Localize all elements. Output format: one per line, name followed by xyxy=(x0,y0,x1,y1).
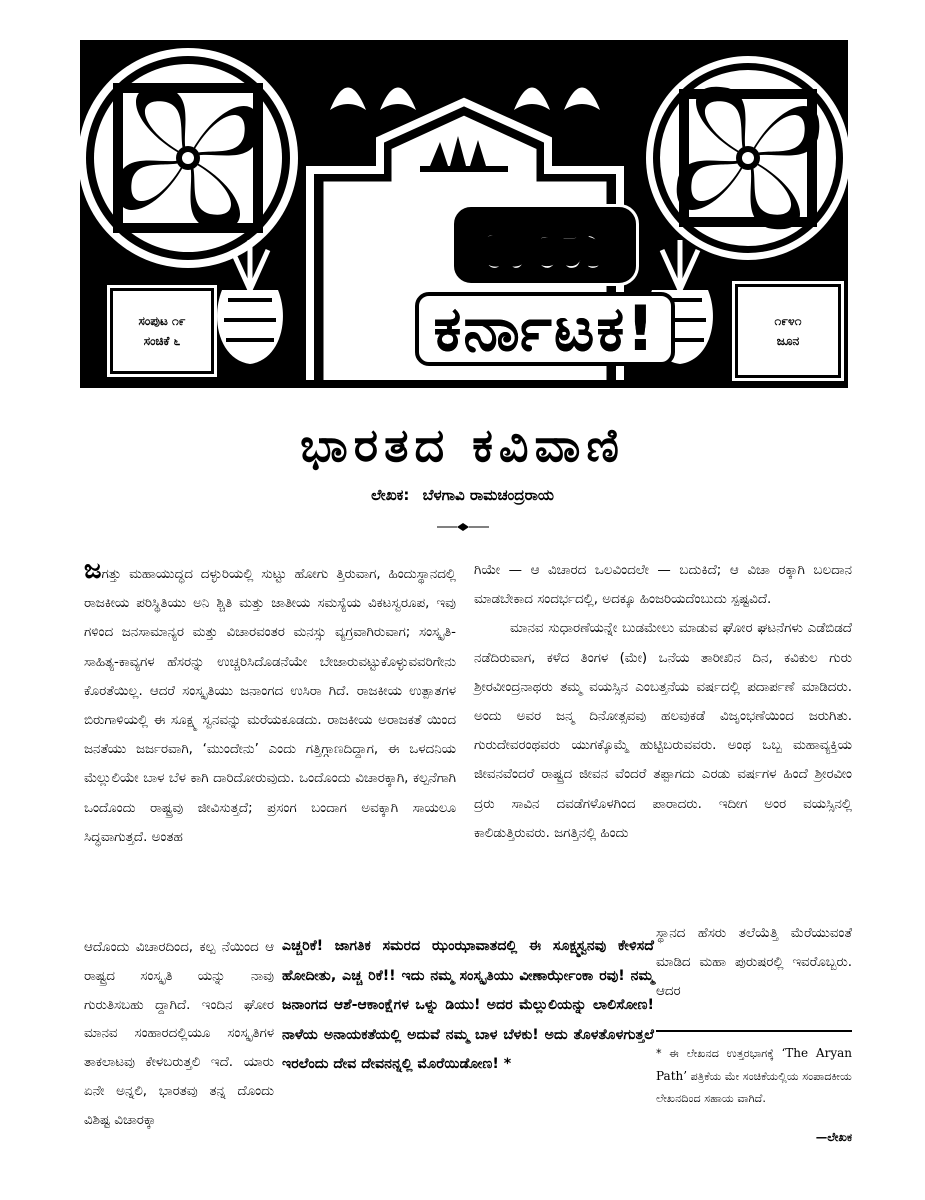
masthead-banner xyxy=(80,40,848,388)
footnote-rest: ಪತ್ರಿಕೆಯ ಮೇ ಸಂಚಿಕೆಯಲ್ಲಿಯ ಸಂಪಾದಕೀಯ ಲೇಖನದಿಂದ ಸಹಾಯ ವಾಗಿದೆ. xyxy=(656,1070,852,1105)
left-narrow-column xyxy=(84,934,274,1136)
footnote-signature: —ಲೇಖಕ xyxy=(815,1130,852,1144)
footnote-journal: ‘The Aryan Path’ xyxy=(656,1046,852,1083)
left-column-text: ಗತ್ತು ಮಹಾಯುದ್ಧದ ದಳ್ಳುರಿಯಲ್ಲಿ ಸುಟ್ಟು ಹೋಗು ತ್ತಿರುವಾಗ, ಹಿಂದುಸ್ಥಾನದಲ್ಲಿ ರಾಜಕೀಯ ಪರಿಸ್ಥಿತಿಯು ಅನಿ ಶ್ಚಿತಿ ಮತ್ತು ಜಾತೀಯ ಸಮಸ್ಯೆಯ ವಿಕಟಸ್ವರೂಪ, ಇವು ಗಳಿಂದ ಜನಸಾಮಾನ್ಯರ ಮತ್ತು ವಿಚಾರವಂತರ ಮನಸ್ಸು ವ್ಯಗ್ರವಾಗಿರುವಾಗ; ಸಂಸ್ಕೃತಿ-ಸಾಹಿತ್ಯ-ಕಾವ್ಯಗಳ ಹೆಸರನ್ನು ಉಚ್ಚರಿಸಿದೊಡನೆಯೇ ಬೇಜಾರುವಟ್ಟುಕೊಳ್ಳುವವರಿಗೇನು ಕೊರತೆಯಿಲ್ಲ. ಆದರೆ ಸಂಸ್ಕೃತಿಯು ಜನಾಂಗದ ಉಸಿರಾ ಗಿದೆ. ರಾಜಕೀಯ ಉತ್ಪಾತಗಳ ಬಿರುಗಾಳಿಯಲ್ಲಿ ಈ ಸೂಕ್ಷ್ಮ ಸ್ವನವನ್ನು ಮರೆಯಕೂಡದು. ರಾಜಕೀಯ ಅರಾಜಕತೆ ಯಿಂದ ಜನತೆಯು ಜರ್ಜರವಾಗಿ, ‘ಮುಂದೇನು’ ಎಂದು ಗತ್ತಿಗ್ಗಾಣದಿದ್ದಾಗ, ಈ ಒಳದನಿಯ ಮೆಲ್ಲುಲಿಯೇ ಬಾಳ ಬೆಳ ಕಾಗಿ ದಾರಿದೋರುವುದು. ಒಂದೊಂದು ವಿಚಾರಕ್ಕಾಗಿ, ಕಲ್ಪನೆಗಾಗಿ ಒಂದೊಂದು ರಾಷ್ಟ್ರವು ಜೀವಿಸುತ್ತದೆ; ಪ್ರಸಂಗ ಬಂದಾಗ ಅವಕ್ಕಾಗಿ ಸಾಯಲೂ ಸಿದ್ಧವಾಗುತ್ತದೆ. ಅಂತಹ xyxy=(84,567,456,845)
drop-cap: ಜ xyxy=(84,555,102,585)
right-column-paragraph-1: ಗಿಯೇ — ಆ ವಿಚಾರದ ಒಲವಿಂದಲೇ — ಬದುಕಿದೆ; ಆ ವಿಚಾ ರಕ್ಕಾಗಿ ಬಲದಾನ ಮಾಡಬೇಕಾದ ಸಂದರ್ಭದಲ್ಲಿ, ಅದಕ್ಕೂ ಹಿಂಜರಿಯದೆಂಬುದು ಸ್ಪಷ್ಟವಿದೆ. xyxy=(474,563,852,608)
byline-prefix: ಲೇಖಕ: xyxy=(371,486,410,504)
author-name: ಬೆಳಗಾವಿ ರಾಮಚಂದ್ರರಾಯ xyxy=(422,486,554,504)
article-title: ಭಾರತದ ಕವಿವಾಣಿ xyxy=(300,418,625,472)
volume-label: ಸಂಪುಟ ೧೯ xyxy=(138,313,186,328)
masthead-title-line2: ಕರ್ನಾಟಕ! xyxy=(415,292,674,366)
left-narrow-text: ಆದೊಂದು ವಿಚಾರದಿಂದ, ಕಲ್ಪ ನೆಯಿಂದ ಆ ರಾಷ್ಟ್ರದ ಸಂಸ್ಕೃತಿ ಯನ್ನು ನಾವು ಗುರುತಿಸಬಹು ದ್ದಾಗಿದೆ. ಇಂದಿನ ಘೋರ ಮಾನವ ಸಂಹಾರದಲ್ಲಿಯೂ ಸಂಸ್ಕೃತಿಗಳ ತಾಕಲಾಟವು ಕೇಳಬರುತ್ತಲಿ ಇದೆ. ಯಾರು ಏನೇ ಅನ್ನಲಿ, ಭಾರತವು ತನ್ನ ದೊಂದು ವಿಶಿಷ್ಟ ವಿಚಾರಕ್ಕಾ xyxy=(84,940,274,1128)
right-column xyxy=(474,556,852,848)
right-narrow-text: ಸ್ಥಾನದ ಹೆಸರು ತಲೆಯೆತ್ತಿ ಮೆರೆಯುವಂತೆ ಮಾಡಿದ ಮಹಾ ಪುರುಷರಲ್ಲಿ ಇವರೊಬ್ಬರು. ಆದರ xyxy=(656,926,852,999)
footnote-lead: * ಈ ಲೇಖನದ ಉತ್ತರಭಾಗಕ್ಕೆ xyxy=(656,1047,774,1060)
left-column-paragraph xyxy=(84,556,456,852)
date-box xyxy=(735,284,841,378)
year-label: ೧೯೪೧ xyxy=(774,313,802,328)
volume-issue-box xyxy=(110,288,214,374)
divider-ornament-icon xyxy=(437,522,489,532)
masthead-title-line1: ಜಯ xyxy=(451,204,639,286)
callout-text: ಎಚ್ಚರಿಕೆ! ಜಾಗತಿಕ ಸಮರದ ಝಂಝಾವಾತದಲ್ಲಿ ಈ ಸೂಕ್ಷ್ಮಸ್ವನವು ಕೇಳಿಸದೆ ಹೋದೀತು, ಎಚ್ಚ ರಿಕೆ!! ಇದು ನಮ್ಮ ಸಂಸ್ಕೃತಿಯು ವೀಣಾರ್ಝೇಂಕಾ ರವು! ನಮ್ಮ ಜನಾಂಗದ ಆಶೆ-ಆಕಾಂಕ್ಷೆಗಳ ಒಳ್ನು ಡಿಯು! ಅದರ ಮೆಲ್ಲುಲಿಯನ್ನು ಲಾಲಿಸೋಣ! ನಾಳೆಯ ಅನಾಯಕತೆಯಲ್ಲಿ ಅದುವೆ ನಮ್ಮ ಬಾಳ ಬೆಳಕು! ಅದು ತೊಳತೊಳಗುತ್ತಲೆ ಇರಲೆಂದು ದೇವ ದೇವನನ್ನಲ್ಲಿ ಮೊರೆಯಿಡೋಣ! * xyxy=(282,938,654,1073)
masthead-title xyxy=(380,190,710,380)
footnote-rule xyxy=(656,1030,852,1032)
issue-label: ಸಂಚಿಕೆ ೬ xyxy=(143,334,181,348)
footnote xyxy=(656,1042,852,1110)
byline xyxy=(0,486,925,504)
left-rosette xyxy=(80,48,298,268)
callout-quote xyxy=(282,932,654,1152)
right-narrow-column xyxy=(656,920,852,1006)
left-column xyxy=(84,556,456,852)
month-label: ಜೂನ xyxy=(776,334,800,348)
right-column-paragraph-2: ಮಾನವ ಸುಧಾರಣೆಯನ್ನೇ ಬುಡಮೇಲು ಮಾಡುವ ಘೋರ ಘಟನೆಗಳು ಎಡೆಬಿಡದೆ ನಡೆದಿರುವಾಗ, ಕಳೆದ ತಿಂಗಳ (ಮೇ) ಒನೆಯ ತಾರೀಖಿನ ದಿನ, ಕವಿಕುಲ ಗುರು ಶ್ರೀರವೀಂದ್ರನಾಥರು ತಮ್ಮ ವಯಸ್ಸಿನ ಎಂಬತ್ತನೆಯ ವರ್ಷದಲ್ಲಿ ಪದಾರ್ಪಣೆ ಮಾಡಿದರು. ಅಂದು ಅವರ ಜನ್ಮ ದಿನೋತ್ಸವವು ಹಲವುಕಡೆ ವಿಜೃಂಭಣೆಯಿಂದ ಜರುಗಿತು. ಗುರುದೇವರಂಥವರು ಯುಗಕ್ಕೊಮ್ಮೆ ಹುಟ್ಟಿಬರುವವರು. ಅಂಥ ಒಬ್ಬ ಮಹಾವ್ಯಕ್ತಿಯ ಜೀವನವೆಂದರೆ ರಾಷ್ಟ್ರದ ಜೀವನ ವೆಂದರೆ ತಪ್ಪಾಗದು ಎರಡು ವರ್ಷಗಳ ಹಿಂದೆ ಶ್ರೀರವೀಂ ದ್ರರು ಸಾವಿನ ದವಡೆಗಳೊಳಗಿಂದ ಪಾರಾದರು. ಇದೀಗ ಅಂರ ವಯಸ್ಸಿನಲ್ಲಿ ಕಾಲಿಡುತ್ತಿರುವರು. ಜಗತ್ತಿನಲ್ಲಿ ಹಿಂದು xyxy=(474,621,852,841)
